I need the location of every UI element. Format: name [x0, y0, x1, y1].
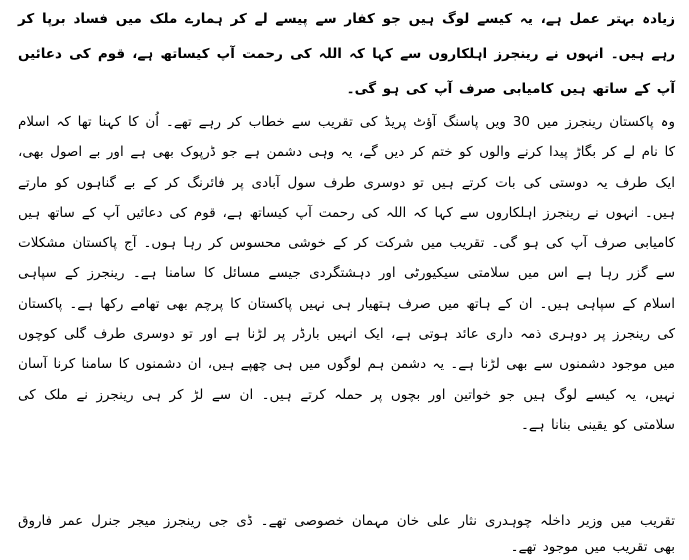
- article-closing-paragraph: تقریب میں وزیر داخلہ چوہدری نثار علی خان مہمان خصوصی تھے۔ ڈی جی رینجرز میجر جنرل عمر فاروق بھی تقریب میں موجود تھے۔: [18, 513, 675, 555]
- article-intro-paragraph: زیادہ بہتر عمل ہے، یہ کیسے لوگ ہیں جو کفار سے پیسے لے کر ہمارے ملک میں فساد برپا کر رہے ہیں۔ انہوں نے رینجرز اہلکاروں سے کہا کہ اللہ کی رحمت آپ کیساتھ ہے، قوم کی دعائیں آپ کے ساتھ ہیں کامیابی صرف آپ کی ہو گی۔: [18, 11, 675, 97]
- article-body-paragraph: وہ پاکستان رینجرز میں 30 ویں پاسنگ آؤٹ پریڈ کی تقریب سے خطاب کر رہے تھے۔ اُن کا کہنا تھا کہ اسلام کا نام لے کر بگاڑ پیدا کرنے والوں کو ختم کر دیں گے، یہ وہی دشمن ہے جو ڈرپوک بھی ہے اور بے اصول بھی، ایک طرف یہ دوستی کی بات کرتے ہیں تو دوسری طرف سول آبادی پر فائرنگ کر کے بے گناہوں کو مارتے ہیں۔ انہوں نے رینجرز اہلکاروں سے کہا کہ اللہ کی رحمت آپ کیساتھ ہے، قوم کی دعائیں آپ کے ساتھ ہیں کامیابی صرف آپ کی ہو گی۔ تقریب میں شرکت کر کے خوشی محسوس کر رہا ہوں۔ آج پاکستان مشکلات سے گزر رہا ہے اس میں سلامتی سیکیورٹی اور دہشتگردی جیسے مسائل کا سامنا ہے۔ رینجرز کے سپاہی اسلام کے سپاہی ہیں۔ ان کے ہاتھ میں صرف ہتھیار ہی نہیں پاکستان کا پرچم بھی تھامے رکھا ہے۔ پاکستان کی رینجرز پر دوہری ذمہ داری عائد ہوتی ہے، ایک انہیں بارڈر پر لڑنا ہے اور تو دوسری طرف گلی کوچوں میں موجود دشمنوں سے بھی لڑنا ہے۔ یہ دشمن ہم لوگوں میں ہی چھپے ہیں، ان دشمنوں کا سامنا کرنا آسان نہیں، یہ کیسے لوگ ہیں جو خواتین اور بچوں پر حملہ کرتے ہیں۔ ان سے لڑ کر ہی رینجرز نے ملک کی سلامتی کو یقینی بنانا ہے۔: [18, 114, 676, 433]
